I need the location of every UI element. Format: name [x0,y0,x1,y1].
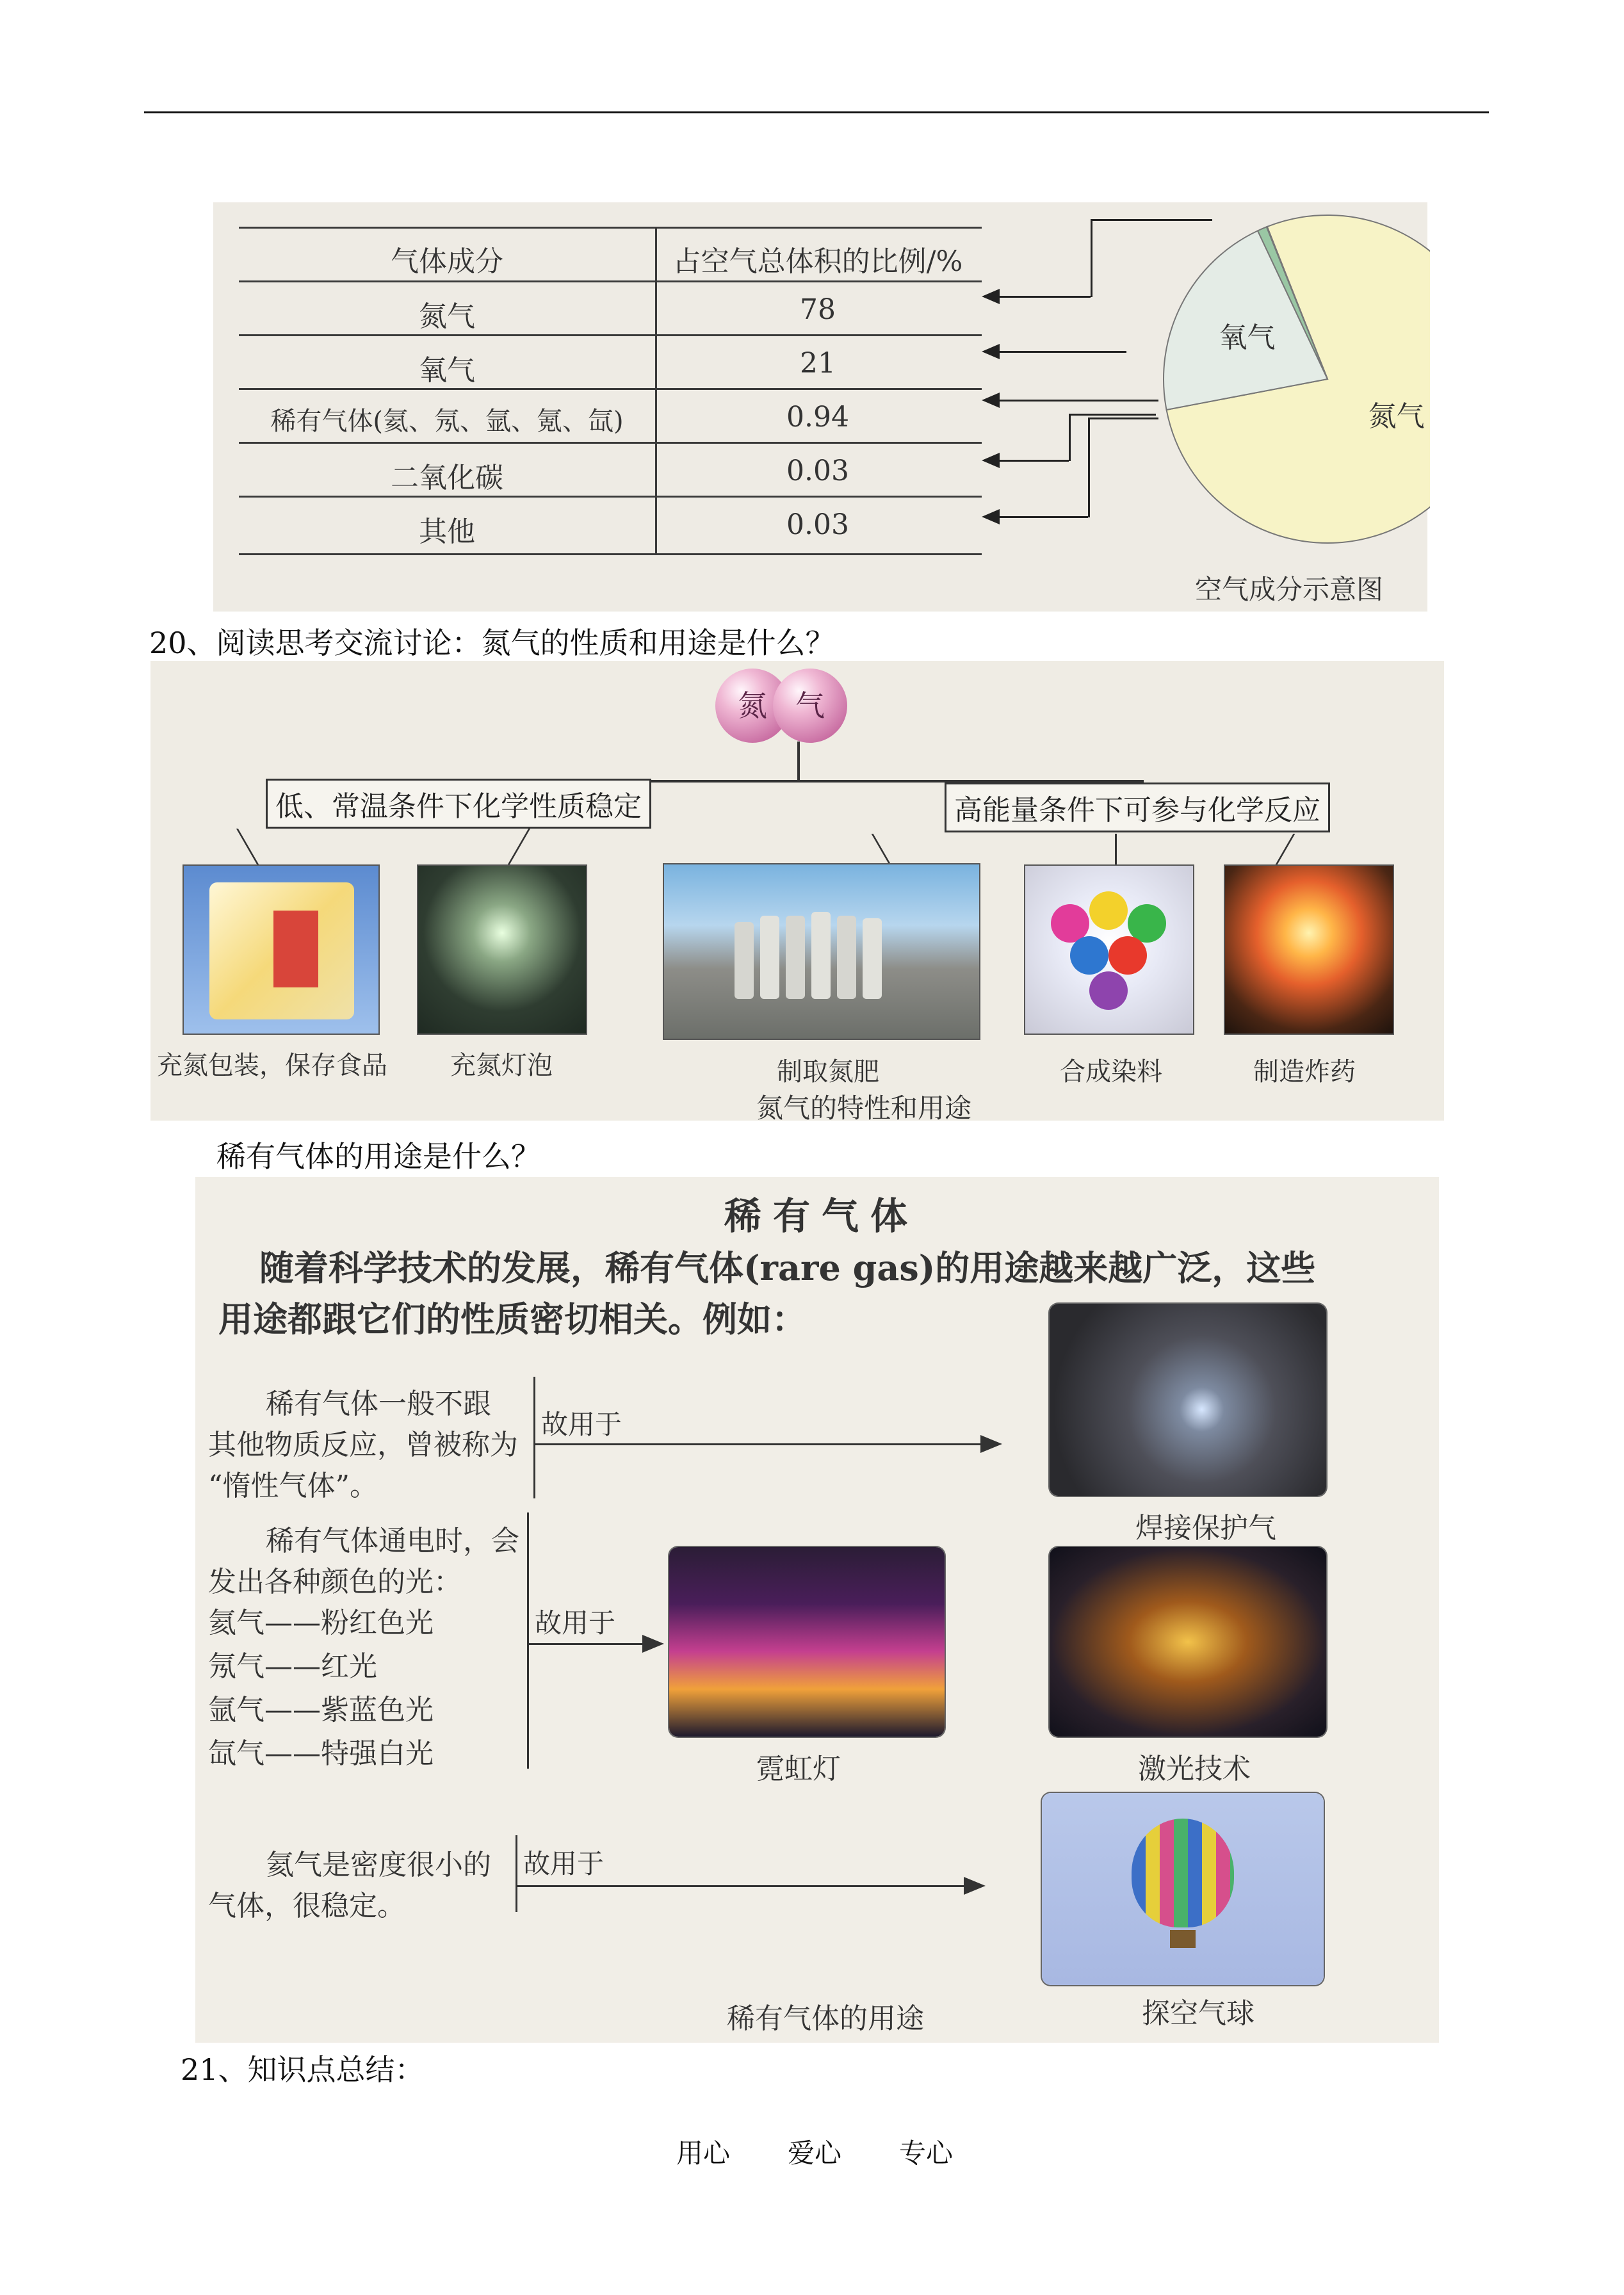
pie-chart [1135,202,1430,561]
table-cell-ratio: 78 [800,293,836,326]
light-bulb-image [417,864,587,1035]
arrow-head [642,1635,664,1653]
table-cell-gas: 二氧化碳 [391,462,503,494]
bracket [527,1512,529,1769]
so-used-label: 故用于 [523,1848,605,1879]
arrow-line [528,1643,644,1645]
question-20: 20、阅读思考交流讨论：氮气的性质和用途是什么？ [149,626,835,660]
question-rare-gas: 稀有气体的用途是什么？ [216,1139,540,1174]
block2-line: 发出各种颜色的光： [208,1566,462,1598]
connector [1115,834,1117,866]
table-header-ratio: 占空气总体积的比例/% [672,245,963,278]
air-composition-figure [213,202,1427,612]
block1-line: “惰性气体”。 [208,1470,378,1502]
arrow-line [517,1885,965,1887]
connector [872,834,892,866]
welding-caption: 焊接保护气 [1135,1512,1276,1545]
pie-label: 氧气 [1219,321,1276,355]
explosion-image [1224,864,1394,1035]
arrow-line [998,516,1088,518]
connector [508,829,530,864]
bracket [516,1835,517,1912]
use-caption: 制造炸药 [1253,1057,1356,1087]
arrow-line [1091,219,1092,297]
arrow-line [998,400,1158,401]
use-caption: 制取氮肥 [777,1057,879,1087]
footer-word: 用心 [676,2137,731,2169]
table-cell-gas: 氧气 [419,354,475,387]
arrow-line [1069,414,1071,461]
table-cell-ratio: 0.03 [786,455,849,487]
footer-word: 专心 [899,2137,954,2169]
block2-line: 稀有气体通电时，会 [266,1525,519,1557]
arrow-head [982,289,1000,304]
figure-caption: 氮气的特性和用途 [756,1092,972,1124]
table-row-rule [239,388,982,390]
arrow-head [982,393,1000,408]
arrow-line [1088,418,1090,517]
table-cell-gas: 其他 [419,515,475,548]
block3-line: 气体，很稳定。 [208,1890,405,1922]
use-caption: 充氮灯泡 [450,1051,553,1080]
table-row-rule [239,334,982,336]
table-cell-ratio: 21 [800,347,836,380]
arrow-head [982,509,1000,524]
nitrogen-uses-figure [150,661,1444,1124]
table-cell-gas: 氮气 [419,300,475,333]
pie-label: 氮气 [1368,400,1425,434]
block1-line: 其他物质反应，曾被称为 [208,1429,518,1461]
branch-stable: 低、常温条件下化学性质稳定 [266,779,651,829]
question-21: 21、知识点总结： [181,2052,425,2087]
fertilizer-plant-image [663,863,980,1040]
food-package-image [183,864,380,1035]
block3-line: 氦气是密度很小的 [266,1849,491,1881]
arrow-head [982,344,1000,359]
laser-image [1050,1547,1326,1737]
table-bottom-rule [239,553,982,555]
branch-reactive: 高能量条件下可参与化学反应 [945,783,1330,832]
arrow-line [535,1443,983,1445]
neon-light-image [669,1547,945,1737]
laser-caption: 激光技术 [1138,1753,1251,1785]
rare-gas-uses-figure [195,1177,1439,2043]
connector [1275,834,1295,866]
footer-word: 爱心 [788,2137,842,2169]
table-cell-ratio: 0.94 [786,401,849,434]
header-rule [144,111,1489,113]
arrow-line [998,460,1069,462]
table-header-gas: 气体成分 [391,245,503,278]
pie-chart-title: 空气成分示意图 [1194,574,1383,605]
arrow-head [980,1435,1002,1453]
table-column-divider [655,227,657,555]
arrow-head [982,453,1000,468]
arrow-line [998,351,1126,353]
tree-stem [797,742,800,781]
arrow-head [964,1877,986,1895]
use-caption: 合成染料 [1060,1057,1162,1087]
arrow-line [998,296,1091,298]
so-used-label: 故用于 [535,1607,616,1639]
block1-line: 稀有气体一般不跟 [266,1388,491,1420]
block2-line: 氩气——紫蓝色光 [208,1694,434,1726]
table-header-rule [239,280,982,282]
connector [236,829,259,864]
neon-caption: 霓虹灯 [756,1753,841,1785]
table-row-rule [239,496,982,498]
nitrogen-ball-2: 气 [773,669,847,743]
rare-gas-title: 稀有气体 [724,1194,920,1238]
welding-image [1050,1304,1326,1496]
intro-line-2: 用途都跟它们的性质密切相关。例如： [218,1299,806,1340]
block2-line: 氙气——特强白光 [208,1737,434,1770]
intro-line-1: 随着科学技术的发展，稀有气体(rare gas)的用途越来越广泛，这些 [259,1247,1316,1288]
so-used-label: 故用于 [541,1409,622,1440]
dye-image [1024,864,1194,1035]
balloon-image [1042,1793,1324,1985]
use-caption: 充氮包装，保存食品 [157,1051,387,1080]
table-cell-ratio: 0.03 [786,508,849,541]
block2-line: 氦气——粉红色光 [208,1607,434,1639]
figure-caption: 稀有气体的用途 [727,2002,924,2035]
balloon-caption: 探空气球 [1142,1997,1255,2030]
block2-line: 氖气——红光 [208,1650,377,1683]
table-row-rule [239,442,982,444]
table-cell-gas: 稀有气体(氦、氖、氩、氪、氙) [270,407,624,436]
bracket [533,1377,535,1498]
table-top-rule [239,227,982,229]
nitrogen-ball-1: 氮 [715,669,790,743]
